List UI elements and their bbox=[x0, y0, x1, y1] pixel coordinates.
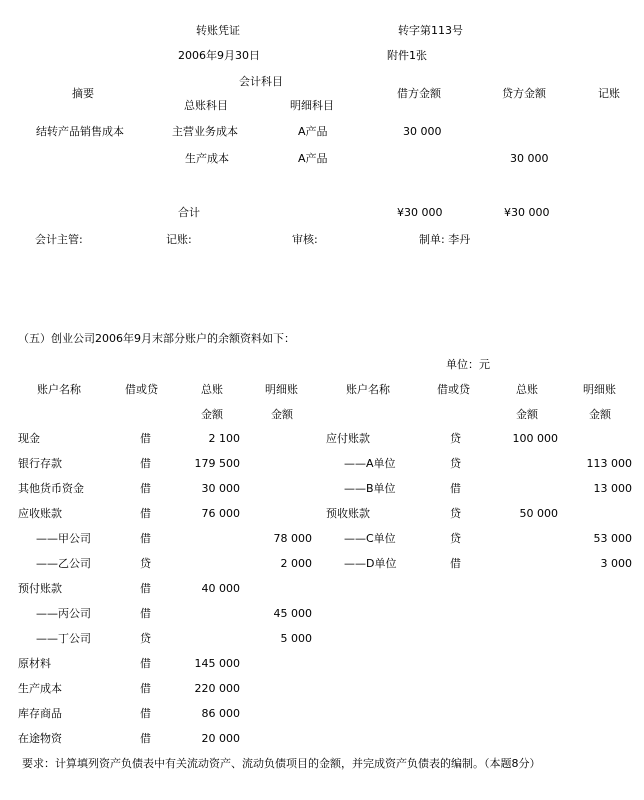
table-row-name: 预付账款 bbox=[18, 582, 62, 595]
header-general: 总账 bbox=[201, 383, 223, 396]
table-row-general: 76 000 bbox=[201, 507, 240, 520]
sign-supervisor: 会计主管: bbox=[35, 233, 83, 246]
table-row-name: ——丙公司 bbox=[36, 607, 91, 620]
table-row-name: ——C单位 bbox=[344, 532, 396, 545]
total-label: 合计 bbox=[178, 206, 200, 219]
table-row-name: 现金 bbox=[18, 432, 40, 445]
voucher-row-general: 主营业务成本 bbox=[172, 125, 238, 138]
table-row-dc: 借 bbox=[140, 682, 151, 695]
table-row-general: 2 100 bbox=[208, 432, 240, 445]
table-row-name: 预收账款 bbox=[326, 507, 370, 520]
table-row-general: 50 000 bbox=[519, 507, 558, 520]
table-row-detail: 13 000 bbox=[593, 482, 632, 495]
voucher-title: 转账凭证 bbox=[196, 24, 240, 37]
voucher-row-credit: 30 000 bbox=[510, 152, 549, 165]
header-name: 账户名称 bbox=[346, 383, 390, 396]
col-summary: 摘要 bbox=[72, 87, 94, 100]
header-detail: 明细账 bbox=[583, 383, 616, 396]
table-row-name: ——D单位 bbox=[344, 557, 397, 570]
table-row-dc: 借 bbox=[140, 582, 151, 595]
table-row-general: 20 000 bbox=[201, 732, 240, 745]
table-row-name: 原材料 bbox=[18, 657, 51, 670]
table-row-name: 其他货币资金 bbox=[18, 482, 84, 495]
col-debit: 借方金额 bbox=[397, 87, 441, 100]
header-detail-amount: 金额 bbox=[589, 408, 611, 421]
table-row-detail: 45 000 bbox=[273, 607, 312, 620]
table-row-dc: 借 bbox=[140, 657, 151, 670]
voucher-row-summary: 结转产品销售成本 bbox=[36, 125, 124, 138]
table-row-detail: 113 000 bbox=[586, 457, 632, 470]
table-row-dc: 借 bbox=[450, 557, 461, 570]
table-row-name: ——甲公司 bbox=[36, 532, 91, 545]
col-credit: 贷方金额 bbox=[502, 87, 546, 100]
header-general-amount: 金额 bbox=[201, 408, 223, 421]
header-dc: 借或贷 bbox=[125, 383, 158, 396]
col-post: 记账 bbox=[598, 87, 620, 100]
voucher-row-detail: A产品 bbox=[298, 152, 328, 165]
table-row-dc: 借 bbox=[140, 507, 151, 520]
table-row-name: 应收账款 bbox=[18, 507, 62, 520]
table-row-dc: 借 bbox=[140, 607, 151, 620]
table-row-dc: 贷 bbox=[450, 432, 461, 445]
table-row-dc: 借 bbox=[140, 532, 151, 545]
header-account-subject: 会计科目 bbox=[239, 75, 283, 88]
table-row-detail: 3 000 bbox=[600, 557, 632, 570]
table-row-general: 30 000 bbox=[201, 482, 240, 495]
balance-intro: （五）创业公司2006年9月末部分账户的余额资料如下： bbox=[18, 332, 295, 345]
sign-maker: 制单: 李丹 bbox=[419, 233, 471, 246]
table-row-general: 100 000 bbox=[512, 432, 558, 445]
table-row-name: 库存商品 bbox=[18, 707, 62, 720]
table-row-name: ——B单位 bbox=[344, 482, 396, 495]
header-name: 账户名称 bbox=[37, 383, 81, 396]
voucher-row-detail: A产品 bbox=[298, 125, 328, 138]
voucher-date: 2006年9月30日 bbox=[178, 49, 260, 62]
table-row-dc: 借 bbox=[140, 432, 151, 445]
total-debit: ¥30 000 bbox=[397, 206, 443, 219]
voucher-attachment: 附件1张 bbox=[387, 49, 427, 62]
table-row-general: 86 000 bbox=[201, 707, 240, 720]
total-credit: ¥30 000 bbox=[504, 206, 550, 219]
table-row-general: 220 000 bbox=[194, 682, 240, 695]
table-row-name: ——A单位 bbox=[344, 457, 396, 470]
table-row-name: ——丁公司 bbox=[36, 632, 91, 645]
table-row-detail: 5 000 bbox=[280, 632, 312, 645]
table-row-dc: 借 bbox=[140, 707, 151, 720]
table-row-dc: 借 bbox=[140, 457, 151, 470]
table-row-detail: 78 000 bbox=[273, 532, 312, 545]
table-row-dc: 贷 bbox=[140, 632, 151, 645]
requirement-text: 要求：计算填列资产负债表中有关流动资产、流动负债项目的金额，并完成资产负债表的编制。（本题8分） bbox=[22, 757, 541, 770]
table-row-name: 应付账款 bbox=[326, 432, 370, 445]
sign-post: 记账: bbox=[166, 233, 192, 246]
header-detail: 明细账 bbox=[265, 383, 298, 396]
col-general: 总账科目 bbox=[184, 99, 228, 112]
table-row-dc: 贷 bbox=[450, 507, 461, 520]
unit-label: 单位：元 bbox=[446, 358, 490, 371]
table-row-general: 145 000 bbox=[194, 657, 240, 670]
table-row-dc: 借 bbox=[140, 732, 151, 745]
voucher-row-debit: 30 000 bbox=[403, 125, 442, 138]
header-general: 总账 bbox=[516, 383, 538, 396]
table-row-name: 银行存款 bbox=[18, 457, 62, 470]
col-detail: 明细科目 bbox=[290, 99, 334, 112]
header-dc: 借或贷 bbox=[437, 383, 470, 396]
table-row-name: ——乙公司 bbox=[36, 557, 91, 570]
sign-review: 审核: bbox=[292, 233, 318, 246]
table-row-general: 179 500 bbox=[194, 457, 240, 470]
table-row-name: 生产成本 bbox=[18, 682, 62, 695]
table-row-name: 在途物资 bbox=[18, 732, 62, 745]
table-row-dc: 贷 bbox=[140, 557, 151, 570]
table-row-detail: 53 000 bbox=[593, 532, 632, 545]
header-detail-amount: 金额 bbox=[271, 408, 293, 421]
table-row-dc: 贷 bbox=[450, 532, 461, 545]
table-row-dc: 借 bbox=[450, 482, 461, 495]
table-row-detail: 2 000 bbox=[280, 557, 312, 570]
voucher-number: 转字第113号 bbox=[398, 24, 463, 37]
table-row-general: 40 000 bbox=[201, 582, 240, 595]
voucher-row-general: 生产成本 bbox=[185, 152, 229, 165]
table-row-dc: 借 bbox=[140, 482, 151, 495]
header-general-amount: 金额 bbox=[516, 408, 538, 421]
table-row-dc: 贷 bbox=[450, 457, 461, 470]
